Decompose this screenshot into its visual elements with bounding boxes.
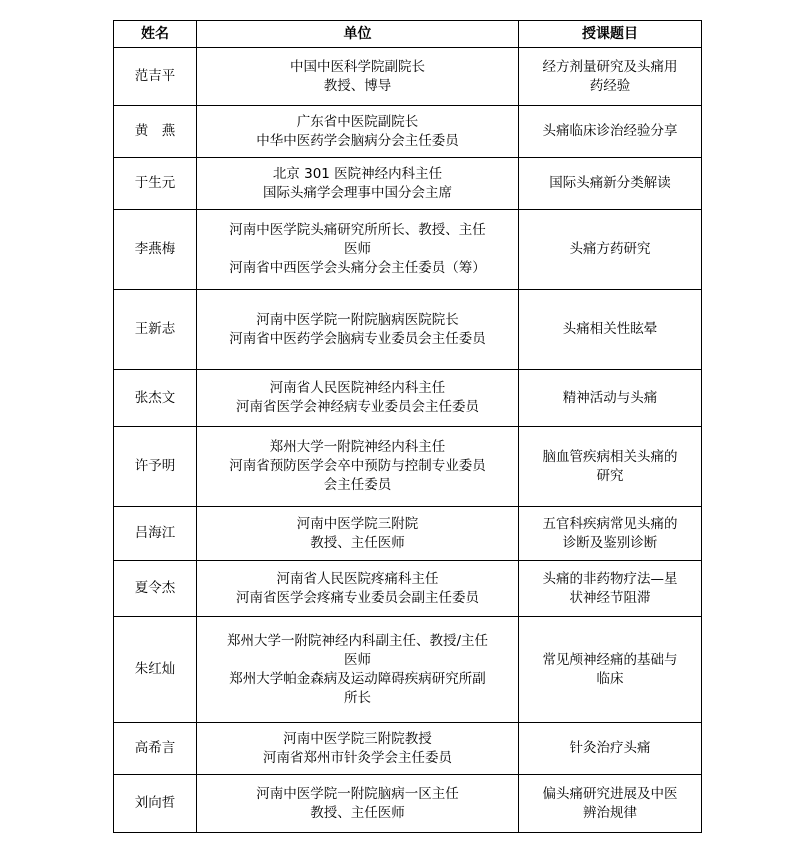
lecturer-name: 李燕梅 bbox=[114, 210, 197, 290]
unit-line: 医师 bbox=[344, 241, 371, 257]
lecture-topic bbox=[519, 617, 702, 723]
lecturer-unit bbox=[197, 617, 519, 723]
table-row bbox=[114, 370, 702, 427]
unit-line: 中华中医药学会脑病分会主任委员 bbox=[256, 132, 459, 149]
unit-line: 所长 bbox=[344, 689, 371, 706]
table-row bbox=[114, 290, 702, 370]
lecturer-name: 许予明 bbox=[114, 427, 197, 507]
lecturer-name: 王新志 bbox=[114, 290, 197, 370]
lecturer-name: 朱红灿 bbox=[114, 617, 197, 723]
lecturer-unit bbox=[197, 775, 519, 833]
lecturer-name: 黄 燕 bbox=[114, 106, 197, 158]
lecturer-unit bbox=[197, 48, 519, 106]
topic-line: 常见颅神经痛的基础与 bbox=[542, 651, 678, 668]
unit-line: 河南省医学会疼痛专业委员会副主任委员 bbox=[236, 589, 479, 606]
topic-line: 药经验 bbox=[589, 77, 631, 94]
header-unit: 单位 bbox=[197, 21, 519, 48]
lecturer-name: 夏令杰 bbox=[114, 561, 197, 617]
topic-line: 经方剂量研究及头痛用 bbox=[542, 58, 678, 75]
lecturer-unit bbox=[197, 427, 519, 507]
lecturer-unit bbox=[197, 210, 519, 290]
unit-line: 郑州大学一附院神经内科主任 bbox=[269, 439, 446, 455]
table-row bbox=[114, 158, 702, 210]
topic-line: 国际头痛新分类解读 bbox=[549, 175, 671, 191]
lecture-topic bbox=[519, 370, 702, 427]
topic-line: 头痛相关性眩晕 bbox=[562, 321, 658, 337]
lecturer-unit bbox=[197, 507, 519, 561]
unit-line: 河南省医学会神经病专业委员会主任委员 bbox=[236, 399, 479, 415]
lecturer-name: 高希言 bbox=[114, 723, 197, 775]
unit-line: 广东省中医院副院长 bbox=[296, 113, 419, 130]
table-row bbox=[114, 427, 702, 507]
lecture-topic bbox=[519, 723, 702, 775]
topic-line: 研究 bbox=[596, 467, 624, 484]
header-name: 姓名 bbox=[114, 21, 197, 48]
unit-line: 郑州大学帕金森病及运动障碍疾病研究所副 bbox=[229, 670, 486, 687]
unit-line: 河南中医学院三附院 bbox=[296, 515, 419, 532]
topic-line: 头痛的非药物疗法—星 bbox=[542, 570, 678, 587]
table-row bbox=[114, 106, 702, 158]
unit-line: 会主任委员 bbox=[323, 477, 392, 493]
topic-line: 诊断及鉴别诊断 bbox=[562, 534, 658, 551]
unit-line: 国际头痛学会理事中国分会主席 bbox=[263, 184, 452, 201]
unit-line: 教授、主任医师 bbox=[310, 534, 405, 551]
unit-line: 河南中医学院一附院脑病一区主任 bbox=[256, 785, 459, 802]
unit-line: 教授、博导 bbox=[323, 77, 392, 94]
topic-line: 精神活动与头痛 bbox=[562, 389, 658, 406]
lecturer-table bbox=[113, 20, 702, 833]
unit-line: 河南省中医药学会脑病专业委员会主任委员 bbox=[229, 330, 486, 347]
unit-line: 河南中医学院一附院脑病医院院长 bbox=[256, 311, 459, 328]
lecturer-unit bbox=[197, 106, 519, 158]
lecture-topic bbox=[519, 290, 702, 370]
topic-line: 状神经节阻滞 bbox=[569, 589, 651, 606]
unit-line: 河南省人民医院神经内科主任 bbox=[269, 380, 446, 396]
table-row bbox=[114, 775, 702, 833]
topic-line: 头痛方药研究 bbox=[569, 241, 651, 257]
table-row bbox=[114, 48, 702, 106]
lecture-topic bbox=[519, 106, 702, 158]
table-row bbox=[114, 507, 702, 561]
unit-line: 河南中医学院三附院教授 bbox=[283, 730, 432, 747]
lecturer-name: 刘向哲 bbox=[114, 775, 197, 833]
topic-line: 针灸治疗头痛 bbox=[569, 740, 651, 756]
table-header-row bbox=[114, 21, 702, 48]
lecturer-unit bbox=[197, 723, 519, 775]
header-topic: 授课题目 bbox=[519, 21, 702, 48]
unit-line: 郑州大学一附院神经内科副主任、教授/主任 bbox=[226, 632, 489, 649]
lecturer-unit bbox=[197, 290, 519, 370]
topic-line: 临床 bbox=[596, 670, 624, 687]
table-row bbox=[114, 210, 702, 290]
lecturer-name: 范吉平 bbox=[114, 48, 197, 106]
lecture-topic bbox=[519, 507, 702, 561]
lecturer-unit bbox=[197, 370, 519, 427]
lecturer-name: 于生元 bbox=[114, 158, 197, 210]
topic-line: 五官科疾病常见头痛的 bbox=[542, 515, 678, 532]
unit-line: 河南省人民医院疼痛科主任 bbox=[276, 570, 439, 587]
topic-line: 脑血管疾病相关头痛的 bbox=[542, 448, 678, 465]
lecture-topic bbox=[519, 775, 702, 833]
lecture-topic bbox=[519, 48, 702, 106]
lecture-topic bbox=[519, 210, 702, 290]
unit-line: 教授、主任医师 bbox=[310, 804, 405, 821]
unit-line: 河南省预防医学会卒中预防与控制专业委员 bbox=[229, 458, 486, 474]
lecturer-name: 张杰文 bbox=[114, 370, 197, 427]
topic-line: 头痛临床诊治经验分享 bbox=[542, 123, 678, 139]
unit-line: 河南中医学院头痛研究所所长、教授、主任 bbox=[229, 222, 486, 238]
unit-line: 北京 301 医院神经内科主任 bbox=[272, 165, 443, 182]
table-body bbox=[114, 48, 702, 833]
lecturer-unit bbox=[197, 561, 519, 617]
table-row bbox=[114, 617, 702, 723]
lecture-topic bbox=[519, 158, 702, 210]
unit-line: 河南省中西医学会头痛分会主任委员（筹） bbox=[229, 260, 486, 276]
table-row bbox=[114, 561, 702, 617]
table-row bbox=[114, 723, 702, 775]
lecturer-unit bbox=[197, 158, 519, 210]
topic-line: 辨治规律 bbox=[583, 804, 637, 821]
lecture-topic bbox=[519, 427, 702, 507]
lecture-topic bbox=[519, 561, 702, 617]
unit-line: 河南省郑州市针灸学会主任委员 bbox=[263, 749, 452, 766]
topic-line: 偏头痛研究进展及中医 bbox=[542, 785, 678, 802]
lecturer-name: 吕海江 bbox=[114, 507, 197, 561]
unit-line: 医师 bbox=[344, 651, 371, 668]
unit-line: 中国中医科学院副院长 bbox=[290, 58, 425, 75]
